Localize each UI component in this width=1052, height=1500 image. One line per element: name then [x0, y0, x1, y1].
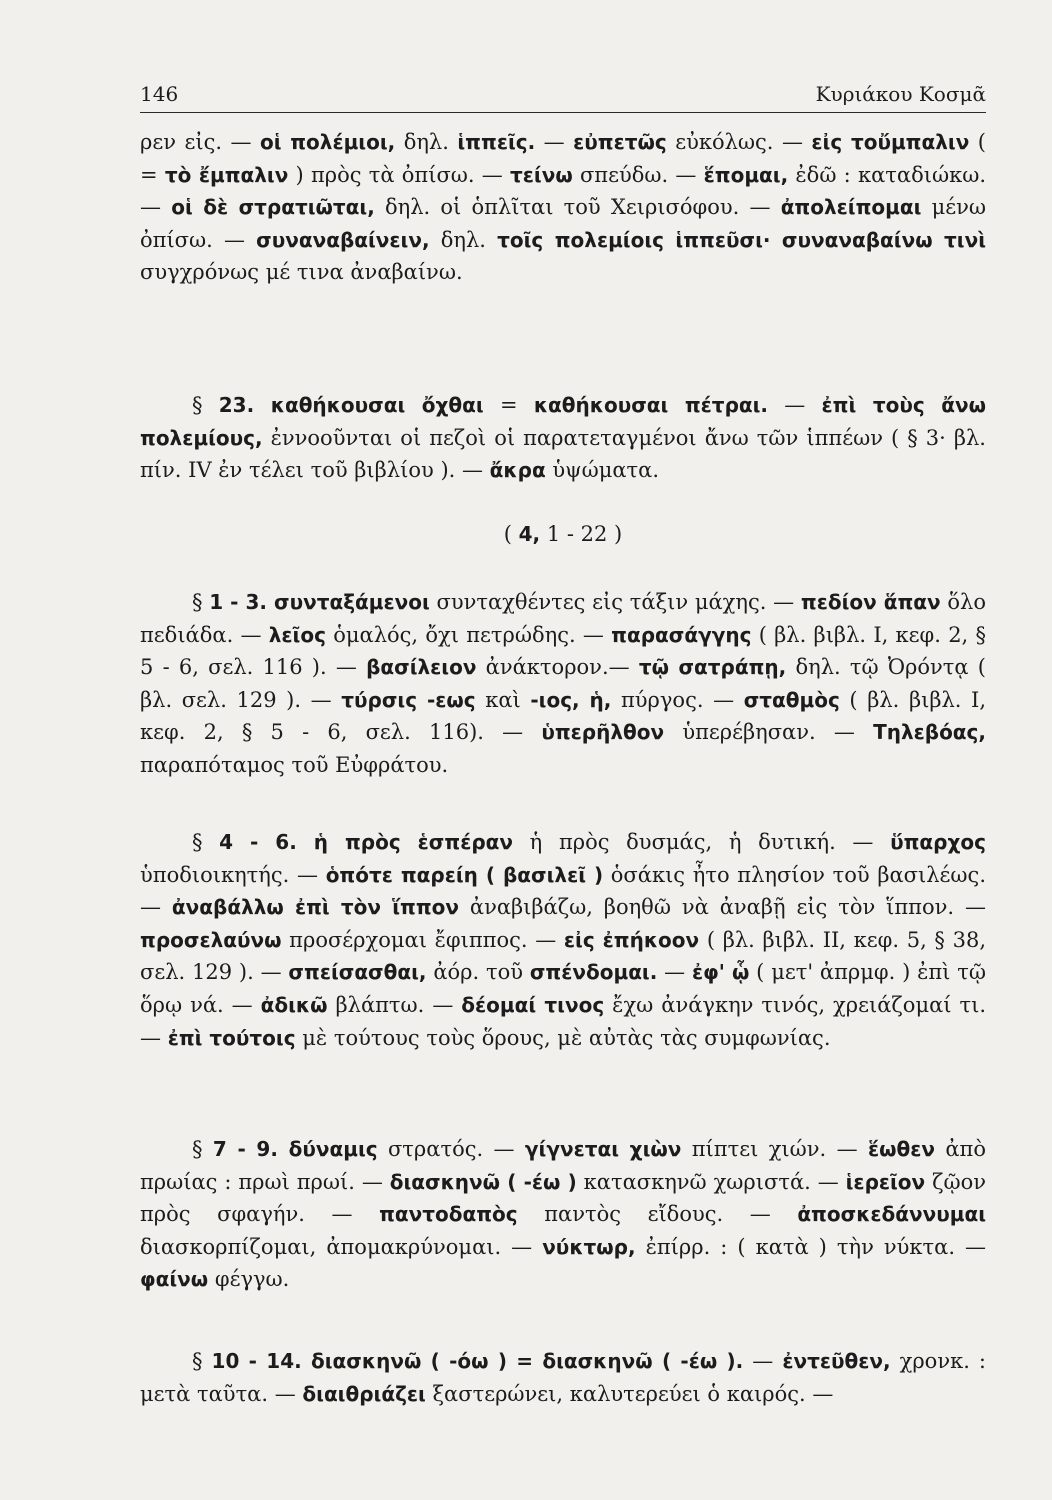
paragraph-commentary-1: ρεν εἰς. — οἱ πολέμιοι, δηλ. ἱππεῖς. — εὐπετῶς εὐκόλως. — εἰς τοὔμπαλιν ( = τὸ ἔμπαλιν ) πρὸς τὰ ὀπίσω. — τείνω σπεύδω. — ἕπομαι, ἐδῶ : καταδιώκω. — οἱ δὲ στρατιῶται, δηλ. οἱ ὁπλῖται τοῦ Χειρισόφου. — ἀπολείπομαι μένω ὀπίσω. — συναναβαίνειν, δηλ. τοῖς πολεμίοις ἱππεῦσι· συναναβαίνω τινὶ συγχρόνως μέ τινα ἀναβαίνω.: [140, 130, 986, 285]
paragraph-section-23: § 23. καθήκουσαι ὄχθαι = καθήκουσαι πέτραι. — ἐπὶ τοὺς ἄνω πολεμίους, ἐννοοῦνται οἱ πεζοὶ οἱ παρατεταγμένοι ἄνω τῶν ἱππέων ( § 3· βλ. πίν. IV ἐν τέλει τοῦ βιβλίου ). — ἄκρα ὑψώματα.: [140, 393, 986, 483]
chapter-heading: ( 4, 1 - 22 ): [503, 522, 623, 546]
running-title: Κυριάκου Κοσμᾶ: [815, 82, 986, 106]
page-header: [140, 78, 986, 113]
paragraph-section-7-9: § 7 - 9. δύναμις στρατός. — γίγνεται χιὼν πίπτει χιών. — ἕωθεν ἀπὸ πρωίας : πρωὶ πρωί. — διασκηνῶ ( -έω ) κατασκηνῶ χωριστά. — ἱερεῖον ζῷον πρὸς σφαγήν. — παντοδαπὸς παντὸς εἴδους. — ἀποσκεδάννυμαι διασκορπίζομαι, ἀπομακρύνομαι. — νύκτωρ, ἐπίρρ. : ( κατὰ ) τὴν νύκτα. — φαίνω φέγγω.: [140, 1137, 987, 1292]
paragraph-section-4-6: § 4 - 6. ἡ πρὸς ἑσπέραν ἡ πρὸς δυσμάς, ἡ δυτική. — ὕπαρχος ὑποδιοικητής. — ὁπότε παρείη ( βασιλεῖ ) ὁσάκις ἦτο πλησίον τοῦ βασιλέως. — ἀναβάλλω ἐπὶ τὸν ἵππον ἀναβιβάζω, βοηθῶ νὰ ἀναβῇ εἰς τὸν ἵππον. — προσελαύνω προσέρχομαι ἔφιππος. — εἰς ἐπήκοον ( βλ. βιβλ. II, κεφ. 5, § 38, σελ. 129 ). — σπείσασθαι, ἀόρ. τοῦ σπένδομαι. — ἐφ' ᾧ ( μετ' ἀπρμφ. ) ἐπὶ τῷ ὅρῳ νά. — ἀδικῶ βλάπτω. — δέομαί τινος ἔχω ἀνάγκην τινός, χρειάζομαί τι. — ἐπὶ τούτοις μὲ τούτους τοὺς ὅρους, μὲ αὐτὰς τὰς συμφωνίας.: [140, 830, 987, 1050]
paragraph-section-1-3: § 1 - 3. συνταξάμενοι συνταχθέντες εἰς τάξιν μάχης. — πεδίον ἅπαν ὅλο πεδιάδα. — λεῖος ὁμαλός, ὄχι πετρώδης. — παρασάγγης ( βλ. βιβλ. I, κεφ. 2, § 5 - 6, σελ. 116 ). — βασίλειον ἀνάκτορον.— τῷ σατράπῃ, δηλ. τῷ Ὀρόντᾳ ( βλ. σελ. 129 ). — τύρσις -εως καὶ -ιος, ἡ, πύργος. — σταθμὸς ( βλ. βιβλ. I, κεφ. 2, § 5 - 6, σελ. 116). — ὑπερῆλθον ὑπερέβησαν. — Τηλεβόας, παραπόταμος τοῦ Εὐφράτου.: [140, 590, 987, 777]
page-number: 146: [140, 82, 179, 106]
paragraph-section-10-14: § 10 - 14. διασκηνῶ ( -όω ) = διασκηνῶ ( -έω ). — ἐντεῦθεν, χρονκ. : μετὰ ταῦτα. — διαιθριάζει ξαστερώνει, καλυτερεύει ὁ καιρός. —: [140, 1349, 986, 1406]
